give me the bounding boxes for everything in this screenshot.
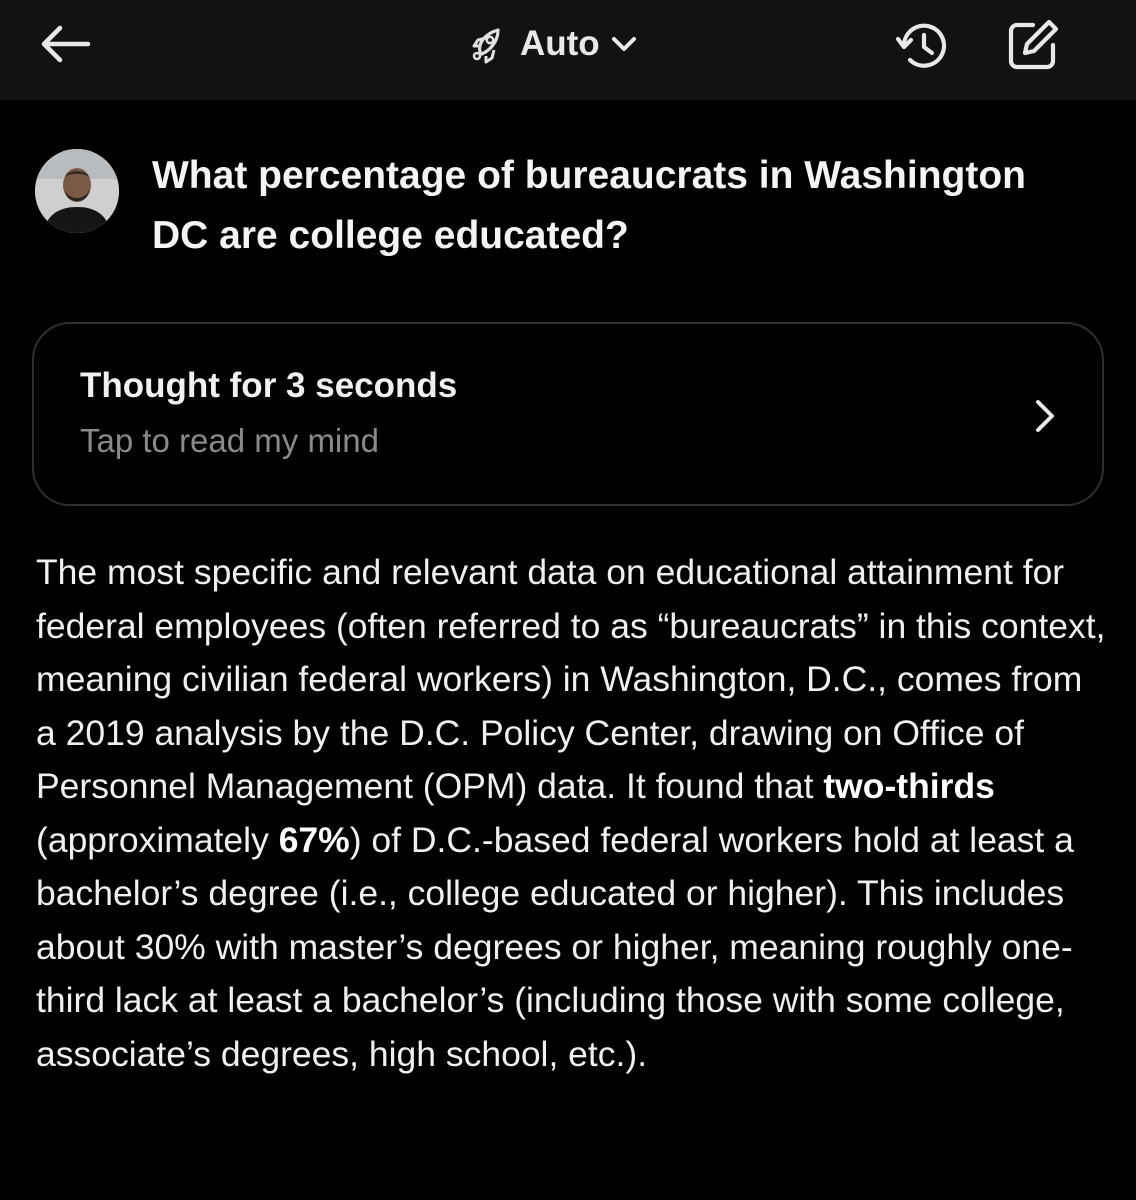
thought-card[interactable] <box>32 322 1104 506</box>
thought-title: Thought for 3 seconds <box>80 366 458 405</box>
rocket-icon <box>466 24 510 64</box>
chevron-down-icon <box>610 34 638 54</box>
arrow-left-icon <box>36 24 92 64</box>
answer-highlight: 67% <box>278 819 350 860</box>
thought-subtitle: Tap to read my mind <box>80 422 379 459</box>
back-button[interactable] <box>32 18 96 70</box>
answer-text: (approximately <box>36 819 279 860</box>
answer-highlight: two-thirds <box>823 766 995 806</box>
top-bar <box>0 0 1136 100</box>
user-avatar <box>35 149 119 233</box>
mode-selector[interactable] <box>466 18 638 70</box>
chevron-right-icon <box>1032 396 1058 436</box>
edit-icon <box>1005 17 1061 73</box>
history-button[interactable] <box>890 16 956 76</box>
new-chat-button[interactable] <box>1000 14 1066 76</box>
user-question: What percentage of bureaucrats in Washington DC are college educated? <box>152 154 1026 257</box>
answer-text: ) of D.C.-based federal workers hold at least a bachelor’s degree (i.e., college educated or higher). This includes about 30% with master’s degrees or higher, meaning roughly one-third lack at least a bachelor’s (including those with some college, associate’s degrees, high school, etc.). <box>36 819 1074 1074</box>
mode-label: Auto <box>520 24 600 63</box>
assistant-answer <box>36 546 1106 1081</box>
history-icon <box>894 19 952 73</box>
answer-text: The most specific and relevant data on educational attainment for federal employees (often referred to as “bureaucrats” in this context, meaning civilian federal workers) in Washington, D.C., comes from a 2019 analysis by the D.C. Policy Center, drawing on Office of Personnel Management (OPM) data. It found that <box>36 552 1106 806</box>
